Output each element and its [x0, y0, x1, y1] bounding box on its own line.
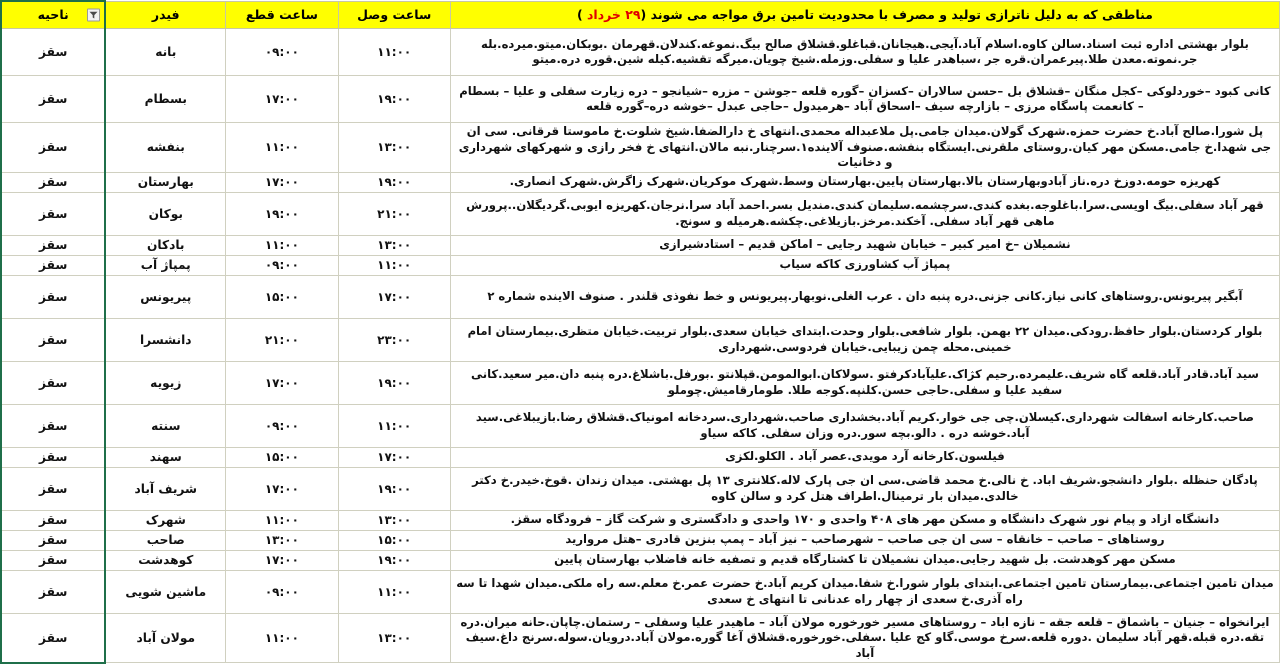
cell-area: سقز — [1, 275, 105, 318]
cell-feeder: مولان آباد — [105, 613, 225, 663]
cell-cut-time: ۱۱:۰۰ — [226, 123, 338, 173]
cell-description: پل شورا.صالح آباد.خ حضرت حمزه.شهرک گولان.میدان جامی.پل ملاعبداله محمدی.انتهای خ دارالضفا.شیخ شلوت.خ ماموستا قرقانی. سی ان جی شهدا.خ جامی.مسکن مهر کیان.روستای ملقرنی.ایستگاه بنفشه.صنوف آلاینده۱.سرچنار.نبه مالان.انتهای خ فخر رازی و شهرکهای شهرداری و دخانیات — [450, 123, 1279, 173]
cell-description: بلوار بهشتی اداره ثبت اسناد.سالن کاوه.اسلام آباد.آیجی.هیجانان.قباغلو.قشلاق صالح بیگ.نموغه.کندلان.قهرمان .بوبکان.میتو.میرده.بله جر.نموته.معدن طلا.پیرعمران.قره جر ،سباهدر علیا و سفلی.وزمله.شیخ چویان.میرگه تقشیه.کیله شین.قوره دره.میتو — [450, 29, 1279, 76]
cell-area: سقز — [1, 123, 105, 173]
cell-restore-time: ۱۹:۰۰ — [338, 467, 450, 510]
cell-feeder: بوکان — [105, 192, 225, 235]
cell-restore-time: ۲۱:۰۰ — [338, 192, 450, 235]
table-row[interactable] — [1, 510, 1280, 530]
cell-area: سقز — [1, 192, 105, 235]
cell-feeder: ماشین شویی — [105, 570, 225, 613]
column-header-feeder[interactable]: فیدر — [105, 1, 225, 29]
table-row[interactable] — [1, 192, 1280, 235]
cell-description: کهریزه حومه.دوزخ دره.ناز آبادوبهارستان بالا.بهارستان پایین.بهارستان وسط.شهرک موکریان.شهرک زاگرش.شهرک انصاری. — [450, 172, 1279, 192]
table-row[interactable] — [1, 613, 1280, 663]
cell-feeder: دانشسرا — [105, 318, 225, 361]
table-row[interactable] — [1, 255, 1280, 275]
cell-feeder: بادکان — [105, 235, 225, 255]
cell-area: سقز — [1, 467, 105, 510]
cell-restore-time: ۱۵:۰۰ — [338, 530, 450, 550]
cell-cut-time: ۱۷:۰۰ — [226, 361, 338, 404]
cell-restore-time: ۱۹:۰۰ — [338, 76, 450, 123]
table-row[interactable] — [1, 275, 1280, 318]
cell-cut-time: ۰۹:۰۰ — [226, 255, 338, 275]
table-row[interactable] — [1, 318, 1280, 361]
cell-restore-time: ۱۷:۰۰ — [338, 275, 450, 318]
column-header-restore-time[interactable]: ساعت وصل — [338, 1, 450, 29]
cell-cut-time: ۲۱:۰۰ — [226, 318, 338, 361]
cell-feeder: سهند — [105, 447, 225, 467]
cell-restore-time: ۱۳:۰۰ — [338, 613, 450, 663]
table-header-row — [1, 1, 1280, 29]
table-body — [1, 29, 1280, 663]
cell-feeder: پمپاژ آب — [105, 255, 225, 275]
table-row[interactable] — [1, 447, 1280, 467]
cell-description: سید آباد.قادر آباد.قلعه گاه شریف.علیمرده.رحیم کژاک.علیآبادکرفتو .سولاکان.ابوالمومن.قپلانتو .بورفل.باشلاغ.دره پنبه دان.میر سعید.کانی سفید علیا و سفلی.حاجی حسن.کلنپه.کوجه طلا. طومارقامیش.چوملو — [450, 361, 1279, 404]
cell-area: سقز — [1, 255, 105, 275]
cell-feeder: کوهدشت — [105, 550, 225, 570]
cell-feeder: شریف آباد — [105, 467, 225, 510]
cell-area: سقز — [1, 530, 105, 550]
cell-description: پمپاژ آب کشاورزی کاکه سیاب — [450, 255, 1279, 275]
header-title-main: مناطقی که به دلیل ناترازی تولید و مصرف با محدودیت تامین برق مواجه می شوند ( — [640, 6, 1153, 22]
cell-feeder: پیریونس — [105, 275, 225, 318]
table-row[interactable] — [1, 550, 1280, 570]
cell-restore-time: ۱۳:۰۰ — [338, 510, 450, 530]
cell-area: سقز — [1, 235, 105, 255]
header-title-date: ۲۹ خرداد — [587, 6, 641, 22]
cell-restore-time: ۱۹:۰۰ — [338, 172, 450, 192]
cell-feeder: صاحب — [105, 530, 225, 550]
cell-area: سقز — [1, 361, 105, 404]
cell-description: فیلسون.کارخانه آرد مویدی.عصر آباد . الکلو.لکزی — [450, 447, 1279, 467]
table-row[interactable] — [1, 361, 1280, 404]
table-row[interactable] — [1, 29, 1280, 76]
cell-restore-time: ۱۱:۰۰ — [338, 255, 450, 275]
cell-restore-time: ۱۱:۰۰ — [338, 404, 450, 447]
table-row[interactable] — [1, 76, 1280, 123]
cell-cut-time: ۱۷:۰۰ — [226, 467, 338, 510]
cell-feeder: زیویه — [105, 361, 225, 404]
cell-cut-time: ۰۹:۰۰ — [226, 404, 338, 447]
cell-restore-time: ۲۳:۰۰ — [338, 318, 450, 361]
cell-area: سقز — [1, 404, 105, 447]
cell-description: ایرانخواه – جنیان – باشماق – قلعه جقه – نازه اباد – روستاهای مسیر خورخوره مولان آباد – ماهیدر علیا وسفلی – رستمان.چاپان.حانه میران.دره تقه.دره قبله.قهر آباد سلیمان .دوره قلعه.سرخ موسی.گاو کج علیا .سفلی.خورخوره.قشلاق آغا گوره.مولان آباد.درویان.سوله.سرنج داغ.سیف آباد — [450, 613, 1279, 663]
cell-feeder: سنته — [105, 404, 225, 447]
cell-feeder: شهرک — [105, 510, 225, 530]
cell-restore-time: ۱۱:۰۰ — [338, 29, 450, 76]
table-row[interactable] — [1, 570, 1280, 613]
filter-dropdown-icon[interactable] — [87, 9, 100, 22]
cell-area: سقز — [1, 570, 105, 613]
cell-description: نشمیلان –خ امیر کبیر – خیابان شهید رجایی – اماکن قدیم – استادشیرازی — [450, 235, 1279, 255]
table-row[interactable] — [1, 235, 1280, 255]
cell-area: سقز — [1, 76, 105, 123]
cell-cut-time: ۰۹:۰۰ — [226, 29, 338, 76]
cell-cut-time: ۱۷:۰۰ — [226, 76, 338, 123]
cell-restore-time: ۱۳:۰۰ — [338, 123, 450, 173]
cell-cut-time: ۱۱:۰۰ — [226, 235, 338, 255]
cell-restore-time: ۱۳:۰۰ — [338, 235, 450, 255]
cell-feeder: بانه — [105, 29, 225, 76]
cell-description: صاحب.کارخانه اسفالت شهرداری.کیسلان.چی جی خوار.کریم آباد.بخشداری صاحب.شهرداری.سردخانه امونیاک.قشلاق رضا.بازیبلاغی.سید آباد.خوشه دره . دالو.بچه سور.دره وزان سفلی. کاکه سیاو — [450, 404, 1279, 447]
cell-feeder: بنفشه — [105, 123, 225, 173]
cell-cut-time: ۰۹:۰۰ — [226, 570, 338, 613]
cell-cut-time: ۱۵:۰۰ — [226, 447, 338, 467]
cell-cut-time: ۱۱:۰۰ — [226, 510, 338, 530]
header-title-tail: ) — [576, 6, 588, 22]
cell-area: سقز — [1, 613, 105, 663]
cell-description: کانی کبود –خوردلوکی –کجل منگان –قشلاق بل –حسن سالاران –کسزان –گوره قلعه –جوشن – مزره –شیانجو – دره زیارت سفلی و علیا – بسطام – کانعمت پاسگاه مرزی – بازارچه سیف –اسحاق آباد –هرمیدول –حاجی عبدل –خوشه دره–گوره قلعه — [450, 76, 1279, 123]
column-header-cut-time[interactable]: ساعت قطع — [226, 1, 338, 29]
cell-cut-time: ۱۷:۰۰ — [226, 172, 338, 192]
cell-area: سقز — [1, 447, 105, 467]
cell-cut-time: ۱۷:۰۰ — [226, 550, 338, 570]
cell-cut-time: ۱۵:۰۰ — [226, 275, 338, 318]
cell-cut-time: ۱۳:۰۰ — [226, 530, 338, 550]
cell-restore-time: ۱۱:۰۰ — [338, 570, 450, 613]
cell-area: سقز — [1, 318, 105, 361]
cell-description: بلوار کردستان.بلوار حافظ.رودکی.میدان ۲۲ بهمن. بلوار شافعی.بلوار وحدت.ابتدای خیابان سعدی.بلوار تربیت.خیابان متظری.بیمارستان امام خمینی.محله چمن زیبایی.خیابان فردوسی.شهرداری — [450, 318, 1279, 361]
cell-description: قهر آباد سفلی.بیگ اویسی.سرا.باغلوجه.بغده کندی.سرچشمه.سلیمان کندی.مندیل بسر.احمد آباد سرا.نرجان.کهریزه ایوبی.گردیگلان..پرورش ماهی قهر آباد سفلی. آخکند.مرخز.بازیلاغی.چکشه.هرمیله و سونج. — [450, 192, 1279, 235]
cell-restore-time: ۱۷:۰۰ — [338, 447, 450, 467]
cell-description: میدان تامین اجتماعی.بیمارستان تامین اجتماعی.ابتدای بلوار شورا.خ شفا.میدان کریم آباد.خ حضرت عمر.خ معلم.سه راه ملکی.میدان شهدا تا سه راه آذری.خ سعدی از چهار راه عدنانی تا انتهای خ سعدی — [450, 570, 1279, 613]
cell-restore-time: ۱۹:۰۰ — [338, 550, 450, 570]
cell-description: روستاهای – صاحب – خانقاه – سی ان جی صاحب – شهرصاحب – نیز آباد – پمپ بنزین قادری –هتل مروارید — [450, 530, 1279, 550]
cell-description: مسکن مهر کوهدشت. بل شهید رجایی.میدان نشمیلان تا کشتارگاه قدیم و تصفیه خانه فاضلاب بهارستان پایین — [450, 550, 1279, 570]
cell-area: سقز — [1, 29, 105, 76]
table-row[interactable] — [1, 467, 1280, 510]
cell-area: سقز — [1, 172, 105, 192]
cell-area: سقز — [1, 550, 105, 570]
cell-cut-time: ۱۱:۰۰ — [226, 613, 338, 663]
cell-restore-time: ۱۹:۰۰ — [338, 361, 450, 404]
cell-description: آبگیر پیریونس.روستاهای کانی نیاز.کانی جزنی.دره پنبه دان . عرب الغلی.نوبهار.پیریونس و خط نفوذی قلندر . صنوف الاینده شماره ۲ — [450, 275, 1279, 318]
table-row[interactable] — [1, 123, 1280, 173]
cell-description: دانشگاه ازاد و پیام نور شهرک دانشگاه و مسکن مهر های ۴۰۸ واحدی و ۱۷۰ واحدی و دادگستری و شرکت گاز – فرودگاه سقز. — [450, 510, 1279, 530]
cell-description: پادگان حنظله .بلوار دانشجو.شریف اباد. خ نالی.خ محمد قاضی.سی ان جی پارک لاله.کلانتری ۱۳ پل بهشتی. میدان زندان .قوخ.خیدر.خ دکتر خالدی.میدان بار ترمینال.اطراف هتل کرد و سالن کاوه — [450, 467, 1279, 510]
table-row[interactable] — [1, 530, 1280, 550]
cell-cut-time: ۱۹:۰۰ — [226, 192, 338, 235]
column-header-description[interactable] — [450, 1, 1279, 29]
cell-feeder: بسطام — [105, 76, 225, 123]
table-row[interactable] — [1, 172, 1280, 192]
column-header-area[interactable] — [1, 1, 105, 29]
column-header-area-label: ناحیه — [37, 7, 69, 22]
table-row[interactable] — [1, 404, 1280, 447]
cell-area: سقز — [1, 510, 105, 530]
cell-feeder: بهارستان — [105, 172, 225, 192]
